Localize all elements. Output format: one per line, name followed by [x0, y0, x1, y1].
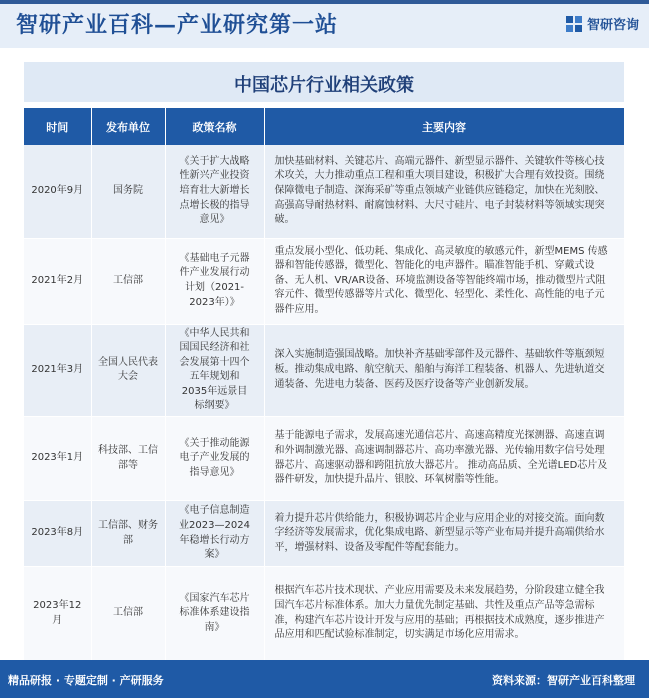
cell-content: 基于能源电子需求，发展高速光通信芯片、高速高精度光探测器、高速直调和外调制激光器、高速调制器芯片、高功率激光器、光传输用数字信号处理器芯片、高速驱动器和跨阻抗放大器芯片。 推动高品质、全光谱LED芯片及器件研发，加快提升晶片、银胶、环氧树脂等性能。	[264, 417, 624, 501]
cell-time: 2021年3月	[24, 324, 91, 417]
brand-name: 智研咨询	[586, 18, 639, 33]
table-row	[24, 501, 624, 567]
table-row	[24, 417, 624, 501]
footer-services: 精品研报 · 专题定制 · 产研服务	[8, 674, 164, 687]
brand[interactable]	[565, 14, 639, 33]
cell-time: 2023年12月	[24, 567, 91, 661]
cell-unit: 科技部、工信部等	[91, 417, 165, 501]
cell-time: 2023年1月	[24, 417, 91, 501]
cell-policy-name: 《电子信息制造业2023—2024年稳增长行动方案》	[165, 501, 264, 567]
cell-unit: 全国人民代表大会	[91, 324, 165, 417]
column-header-time: 时间	[24, 108, 91, 145]
cell-unit: 工信部、财务部	[91, 501, 165, 567]
footer-source: 资料来源：智研产业百科整理	[492, 674, 635, 687]
site-title: 智研产业百科—产业研究第一站	[16, 12, 339, 38]
table-title: 中国芯片行业相关政策	[234, 75, 414, 96]
table-row	[24, 238, 624, 324]
cell-time: 2021年2月	[24, 238, 91, 324]
banner-stripe	[0, 0, 649, 4]
cell-time: 2020年9月	[24, 145, 91, 238]
column-header-content: 主要内容	[264, 108, 624, 145]
cell-content: 着力提升芯片供给能力，积极协调芯片企业与应用企业的对接交流。面向数字经济等发展需求，优化集成电路、新型显示等产业布局并提升高端供给水平，增强材料、设备及零配件等配套能力。	[264, 501, 624, 567]
footer-bar	[0, 660, 649, 698]
cell-unit: 工信部	[91, 238, 165, 324]
cell-unit: 国务院	[91, 145, 165, 238]
cell-content: 深入实施制造强国战略。加快补齐基础零部件及元器件、基础软件等瓶颈短板。推动集成电路、航空航天、船舶与海洋工程装备、机器人、先进轨道交通装备、先进电力装备、医药及医疗设备等产业创新发展。	[264, 324, 624, 417]
table-row	[24, 567, 624, 661]
cell-policy-name: 《基础电子元器件产业发展行动计划（2021-2023年）》	[165, 238, 264, 324]
cell-policy-name: 《关于扩大战略性新兴产业投资 培育壮大新增长点增长极的指导意见》	[165, 145, 264, 238]
cell-content: 重点发展小型化、低功耗、集成化、高灵敏度的敏感元件，新型MEMS 传感器和智能传感器，微型化、智能化的电声器件。瞄准智能手机、穿戴式设备、无人机、VR/AR设备、环境监测设备等智能终端市场，推动微型片式阻容元件、微型传感器等片式化、微型化、轻型化、柔性化、高性能的电子元器件应用。	[264, 238, 624, 324]
cell-policy-name: 《国家汽车芯片标准体系建设指南》	[165, 567, 264, 661]
cell-content: 根据汽车芯片技术现状、产业应用需要及未来发展趋势，分阶段建立健全我国汽车芯片标准体系。加大力量优先制定基础、共性及重点产品等急需标准，构建汽车芯片设计开发与应用的基础；再根据技术成熟度，逐步推进产品应用和匹配试验标准制定，切实满足市场化应用需求。	[264, 567, 624, 661]
top-banner	[0, 0, 649, 48]
cell-time: 2023年8月	[24, 501, 91, 567]
table-row	[24, 324, 624, 417]
title-panel	[24, 62, 624, 102]
table-row	[24, 145, 624, 238]
column-header-unit: 发布单位	[91, 108, 165, 145]
column-header-policy-name: 政策名称	[165, 108, 264, 145]
cell-unit: 工信部	[91, 567, 165, 661]
zhiyan-logo-icon	[565, 15, 583, 33]
cell-policy-name: 《中华人民共和国国民经济和社会发展第十四个五年规划和2035年远景目标纲要》	[165, 324, 264, 417]
cell-policy-name: 《关于推动能源电子产业发展的指导意见》	[165, 417, 264, 501]
cell-content: 加快基础材料、关键芯片、高端元器件、新型显示器件、关键软件等核心技术攻关，大力推动重点工程和重大项目建设，积极扩大合理有效投资。围绕保障微电子制造、深海采矿等重点领域产业链供应链稳定，加快在光刻胶、高强高导耐热材料、耐腐蚀材料、大尺寸硅片、电子封装材料等领域实现突破。	[264, 145, 624, 238]
policy-table	[24, 108, 625, 661]
table-header-row	[24, 108, 624, 145]
